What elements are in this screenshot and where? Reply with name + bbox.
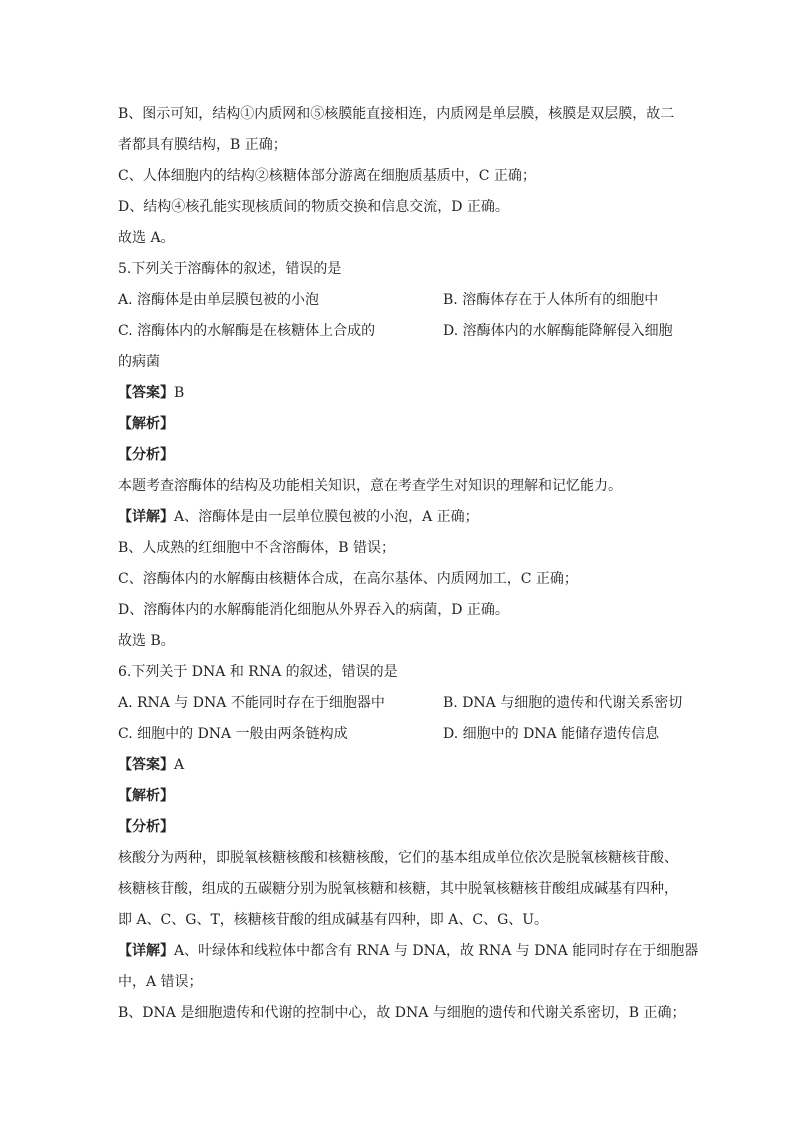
- document-content: [118, 99, 699, 1029]
- q6-jiexi-heading: 【解析】: [118, 788, 174, 804]
- q6-option-b: B. DNA 与细胞的遗传和代谢关系密切: [443, 695, 683, 711]
- q5-options-row1: [118, 285, 678, 316]
- q5-fenxi-heading: 【分析】: [118, 447, 174, 463]
- q5-detail-a: [118, 502, 678, 533]
- q4-detail-b-line1: B、图示可知，结构①内质网和⑤核膜能直接相连，内质网是单层膜，核膜是双层膜，故二: [118, 106, 675, 122]
- q5-option-a: A. 溶酶体是由单层膜包被的小泡: [118, 292, 320, 308]
- q6-detail-a-line1: [118, 936, 699, 967]
- q6-options-row1: [118, 688, 683, 719]
- answer-value: B: [174, 385, 185, 401]
- q5-option-d: D. 溶酶体内的水解酶能降解侵入细胞: [443, 323, 673, 339]
- q4-detail-c: C、人体细胞内的结构②核糖体部分游离在细胞质基质中，C 正确；: [118, 168, 536, 184]
- q5-conclusion: 故选 B。: [118, 633, 175, 649]
- q6-answer: [118, 750, 678, 781]
- q5-answer: [118, 378, 678, 409]
- answer-tag: 【答案】: [118, 385, 174, 401]
- detail-text: A、溶酶体是由一层单位膜包被的小泡，A 正确；: [174, 509, 479, 525]
- answer-value: A: [174, 757, 185, 773]
- q5-options-row2: [118, 316, 678, 347]
- q5-jiexi-heading: 【解析】: [118, 416, 174, 432]
- q6-fenxi-line3: 即 A、C、G、T，核糖核苷酸的组成碱基有四种，即 A、C、G、U。: [118, 912, 549, 928]
- detail-text: A、叶绿体和线粒体中都含有 RNA 与 DNA，故 RNA 与 DNA 能同时存在于细胞器: [174, 943, 699, 959]
- q6-option-a: A. RNA 与 DNA 不能同时存在于细胞器中: [118, 695, 385, 711]
- q5-option-b: B. 溶酶体存在于人体所有的细胞中: [443, 292, 659, 308]
- q5-fenxi-text: 本题考查溶酶体的结构及功能相关知识，意在考查学生对知识的理解和记忆能力。: [118, 478, 622, 494]
- q6-detail-a-line2: 中，A 错误；: [118, 974, 203, 990]
- q5-detail-b: B、人成熟的红细胞中不含溶酶体，B 错误；: [118, 540, 396, 556]
- q5-detail-c: C、溶酶体内的水解酶由核糖体合成，在高尔基体、内质网加工，C 正确；: [118, 571, 578, 587]
- q5-detail-d: D、溶酶体内的水解酶能消化细胞从外界吞入的病菌，D 正确。: [118, 602, 509, 618]
- q6-option-d: D. 细胞中的 DNA 能储存遗传信息: [443, 726, 660, 742]
- q4-conclusion: 故选 A。: [118, 230, 175, 246]
- q5-stem: 5.下列关于溶酶体的叙述，错误的是: [118, 261, 342, 277]
- q5-option-d-continued: 的病菌: [118, 354, 160, 370]
- q6-fenxi-line2: 核糖核苷酸，组成的五碳糖分别为脱氧核糖和核糖，其中脱氧核糖核苷酸组成碱基有四种，: [118, 881, 678, 897]
- q4-detail-d: D、结构④核孔能实现核质间的物质交换和信息交流，D 正确。: [118, 199, 509, 215]
- q6-detail-b: B、DNA 是细胞遗传和代谢的控制中心，故 DNA 与细胞的遗传和代谢关系密切，B 正确；: [118, 1005, 686, 1021]
- q6-option-c: C. 细胞中的 DNA 一般由两条链构成: [118, 726, 348, 742]
- q6-fenxi-line1: 核酸分为两种，即脱氧核糖核酸和核糖核酸，它们的基本组成单位依次是脱氧核糖核苷酸、: [118, 850, 678, 866]
- q6-fenxi-heading: 【分析】: [118, 819, 174, 835]
- xiangjie-tag: 【详解】: [118, 509, 174, 525]
- q6-stem: 6.下列关于 DNA 和 RNA 的叙述，错误的是: [118, 664, 398, 680]
- answer-tag: 【答案】: [118, 757, 174, 773]
- q5-option-c: C. 溶酶体内的水解酶是在核糖体上合成的: [118, 323, 376, 339]
- q4-detail-b-line2: 者都具有膜结构，B 正确；: [118, 137, 287, 153]
- xiangjie-tag: 【详解】: [118, 943, 174, 959]
- q6-options-row2: [118, 719, 678, 750]
